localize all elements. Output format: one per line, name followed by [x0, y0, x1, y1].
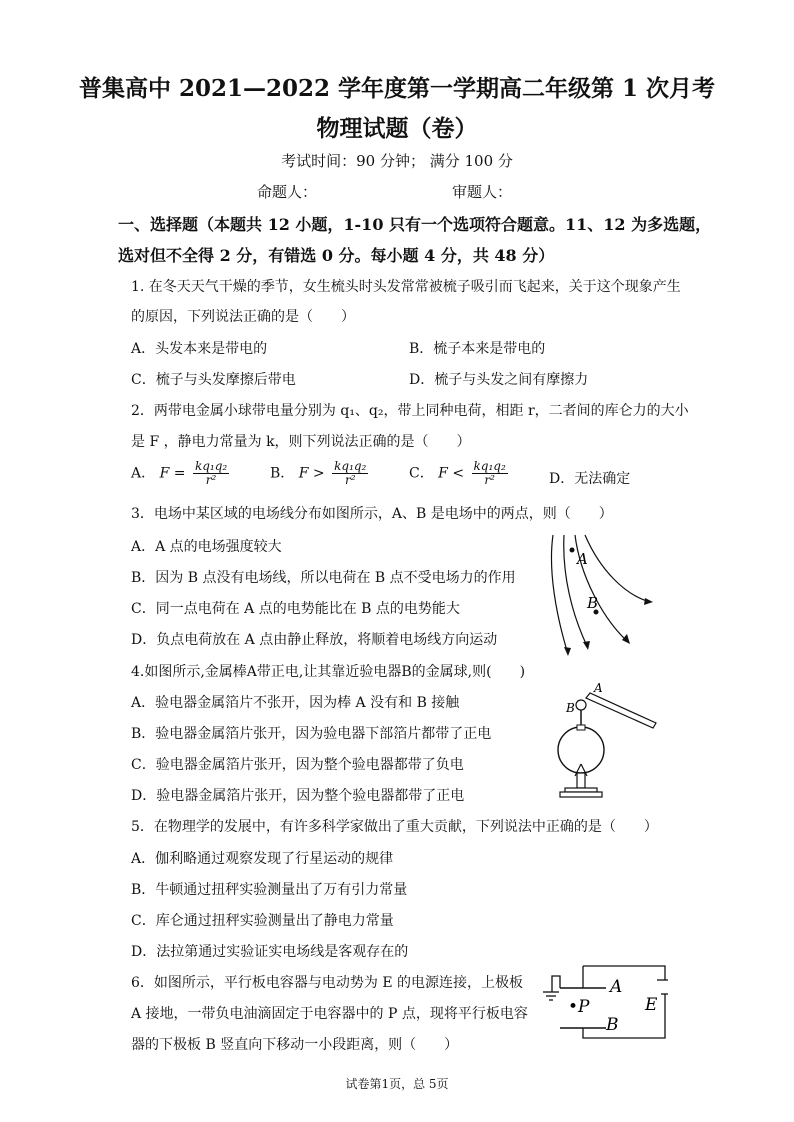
q4-stem: 4.如图所示,金属棒A带正电,让其靠近验电器B的金属球,则( ): [131, 664, 526, 680]
reviewer-label: 审题人：: [452, 183, 513, 201]
q3-option-c: C．同一点电荷在 A 点的电势能比在 B 点的电势能大: [131, 601, 460, 617]
q2-stem-line1: 2．两带电金属小球带电量分别为 q₁、q₂，带上同种电荷，相距 r，二者间的库仑力的大小: [131, 403, 689, 419]
field-line: [585, 535, 650, 602]
q2-stem-line2: 是 F ，静电力常量为 k，则下列说法正确的是（ ）: [131, 434, 471, 450]
section-heading-line1: 一、选择题（本题共 12 小题，1-10 只有一个选项符合题意。11、12 为多选题，: [118, 215, 712, 234]
q5-option-a: A．伽利略通过观察发现了行星运动的规律: [131, 851, 394, 867]
charged-rod-a: [586, 693, 656, 728]
q3-stem: 3．电场中某区域的电场线分布如图所示，A、B 是电场中的两点，则（ ）: [131, 506, 613, 522]
q2-option-a: [131, 460, 229, 487]
electroscope-figure: [550, 678, 662, 804]
q5-stem: 5．在物理学的发展中，有许多科学家做出了重大贡献，下列说法中正确的是（ ）: [131, 819, 658, 835]
q2-option-c-fraction: $\frac{\text{kq₁q₂}}{\text{r²}}$: [473, 459, 506, 487]
q4-option-b: B．验电器金属箔片张开，因为验电器下部箔片都带了正电: [131, 726, 492, 742]
author-label: 命题人：: [257, 183, 318, 201]
exam-title: 普集高中 2021—2022 学年度第一学期高二年级第 1 次月考: [78, 75, 716, 102]
field-arrow: [564, 647, 571, 656]
field-arrow: [644, 598, 653, 605]
exam-info: 考试时间：90 分钟； 满分 100 分: [281, 152, 513, 170]
q1-option-a: A．头发本来是带电的: [131, 341, 268, 357]
electroscope-jar: [558, 727, 604, 773]
metal-ball-b: [576, 700, 586, 710]
page-footer: 试卷第1页，总 5页: [345, 1077, 449, 1091]
q1-option-b: B．梳子本来是带电的: [409, 341, 546, 357]
q2-option-a-lhs: F =: [159, 465, 186, 482]
q2-option-d: D．无法确定: [549, 471, 631, 487]
q6-stem-line1: 6．如图所示，平行板电容器与电动势为 E 的电源连接，上极板: [131, 975, 524, 991]
q5-option-b: B．牛顿通过扭秤实验测量出了万有引力常量: [131, 882, 408, 898]
q4-option-a: A．验电器金属箔片不张开，因为棒 A 没有和 B 接触: [131, 695, 460, 711]
q5-option-d: D．法拉第通过实验证实电场线是客观存在的: [131, 944, 409, 960]
q2-option-a-fraction: $\frac{\text{kq₁q₂}}{\text{r²}}$: [194, 459, 228, 487]
q1-stem-line1: 1. 在冬天天气干燥的季节，女生梳头时头发常常被梳子吸引而飞起来，关于这个现象产生: [131, 279, 681, 295]
q2-option-b-lhs: F >: [298, 465, 325, 482]
q6-stem-line2: A 接地，一带负电油滴固定于电容器中的 P 点，现将平行板电容: [131, 1006, 528, 1022]
q4-option-d: D．验电器金属箔片张开，因为整个验电器都带了正电: [131, 788, 465, 804]
exam-subtitle: 物理试题（卷）: [316, 115, 478, 142]
point-b-label: B: [587, 594, 599, 612]
q2-option-b: [270, 460, 368, 487]
q2-option-c: [409, 460, 508, 487]
q3-option-a: A．A 点的电场强度较大: [131, 539, 282, 555]
capacitor-circuit-figure: [538, 962, 668, 1042]
field-arrow: [583, 641, 590, 650]
q3-option-d: D．负点电荷放在 A 点由静止释放，将顺着电场线方向运动: [131, 632, 498, 648]
q5-option-c: C．库仑通过扭秤实验测量出了静电力常量: [131, 913, 394, 929]
q1-option-c: C．梳子与头发摩擦后带电: [131, 372, 296, 388]
q4-option-c: C．验电器金属箔片张开，因为整个验电器都带了负电: [131, 757, 464, 773]
q6-stem-line3: 器的下极板 B 竖直向下移动一小段距离，则（ ）: [131, 1037, 459, 1053]
q1-stem-line2: 的原因，下列说法正确的是（ ）: [131, 309, 355, 325]
q3-option-b: B．因为 B 点没有电场线，所以电荷在 B 点不受电场力的作用: [131, 570, 516, 586]
emf-e-label: E: [645, 995, 658, 1015]
plate-b-label: B: [606, 1015, 619, 1035]
point-a-label: A: [577, 550, 588, 568]
field-line: [551, 535, 568, 654]
plate-a-label: A: [610, 977, 623, 997]
q1-option-d: D．梳子与头发之间有摩擦力: [409, 372, 589, 388]
q2-option-c-label: C．: [409, 465, 434, 482]
section-heading-line2: 选对但不全得 2 分，有错选 0 分。每小题 4 分，共 48 分）: [118, 246, 555, 265]
electric-field-lines-figure: [540, 530, 660, 658]
rod-a-label: A: [594, 681, 603, 695]
q2-option-b-label: B．: [270, 465, 295, 482]
ball-b-label: B: [566, 701, 575, 715]
point-p-label: •P: [568, 997, 590, 1017]
field-arrow: [622, 634, 630, 644]
q2-option-b-fraction: $\frac{\text{kq₁q₂}}{\text{r²}}$: [334, 459, 367, 487]
q2-option-a-label: A．: [131, 465, 156, 482]
point-a-dot: [570, 548, 575, 553]
q2-option-c-lhs: F <: [438, 465, 465, 482]
